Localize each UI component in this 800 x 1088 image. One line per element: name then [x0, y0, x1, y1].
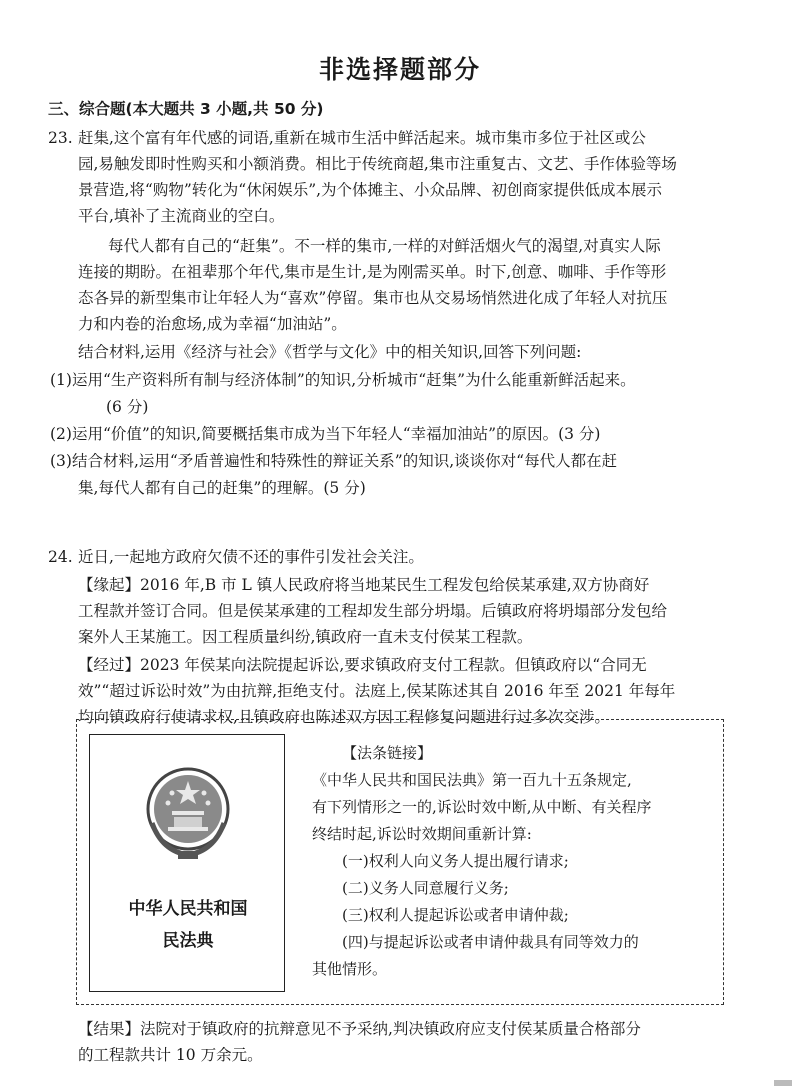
book-title: 民法典	[162, 931, 214, 951]
book-title: 中华人民共和国	[128, 899, 248, 919]
q24-process-line: 效”“超过诉讼时效”为由抗辩,拒绝支付。法庭上,侯某陈述其自 2016 年至 2021 年每年	[78, 682, 676, 700]
law-text-line: 终结时起,诉讼时效期间重新计算:	[312, 825, 532, 843]
q23-subquestion-3: 集,每代人都有自己的赶集”的理解。(5 分)	[78, 479, 366, 497]
law-text-line: 其他情形。	[312, 960, 388, 978]
q24-origin-line: 【缘起】2016 年,B 市 L 镇人民政府将当地某民生工程发包给侯某承建,双方协商好	[78, 576, 650, 594]
q23-paragraph-line: 平台,填补了主流商业的空白。	[78, 207, 285, 225]
law-text-line: 有下列情形之一的,诉讼时效中断,从中断、有关程序	[312, 798, 652, 816]
q23-paragraph-line: 园,易触发即时性购买和小额消费。相比于传统商超,集市注重复古、文艺、手作体验等场	[78, 155, 677, 173]
q24-process-line: 【经过】2023 年侯某向法院提起诉讼,要求镇政府支付工程款。但镇政府以“合同无	[78, 656, 647, 674]
q23-subquestion-2: (2)运用“价值”的知识,简要概括集市成为当下年轻人“幸福加油站”的原因。(3 分)	[50, 425, 601, 443]
law-text-line: (二)义务人同意履行义务;	[342, 879, 509, 897]
q23-paragraph-line: 力和内卷的治愈场,成为幸福“加油站”。	[78, 315, 347, 333]
law-text-line: 《中华人民共和国民法典》第一百九十五条规定,	[312, 771, 632, 789]
q24-origin-line: 工程款并签订合同。但是侯某承建的工程却发生部分坍塌。后镇政府将坍塌部分发包给	[78, 602, 668, 620]
q23-subquestion-3: (3)结合材料,运用“矛盾普遍性和特殊性的辩证关系”的知识,谈谈你对“每代人都在赶	[50, 452, 618, 470]
law-text-line: (一)权利人向义务人提出履行请求;	[342, 852, 569, 870]
q24-result-line: 【结果】法院对于镇政府的抗辩意见不予采纳,判决镇政府应支付侯某质量合格部分	[78, 1020, 641, 1038]
q24-origin-line: 案外人王某施工。因工程质量纠纷,镇政府一直未支付侯某工程款。	[78, 628, 533, 646]
law-text-line: (四)与提起诉讼或者申请仲裁具有同等效力的	[342, 933, 639, 951]
q23-paragraph-line: 景营造,将“购物”转化为“休闲娱乐”,为个体摊主、小众品牌、初创商家提供低成本展示	[78, 181, 663, 199]
q23-instruction: 结合材料,运用《经济与社会》《哲学与文化》中的相关知识,回答下列问题:	[78, 343, 582, 361]
page-title: 非选择题部分	[318, 55, 481, 84]
law-text-line: (三)权利人提起诉讼或者申请仲裁;	[342, 906, 569, 924]
q24-intro: 近日,一起地方政府欠债不还的事件引发社会关注。	[78, 548, 424, 566]
q23-subquestion-1: (1)运用“生产资料所有制与经济体制”的知识,分析城市“赶集”为什么能重新鲜活起来。	[50, 371, 636, 389]
section-header: 三、综合题(本大题共 3 小题,共 50 分)	[48, 100, 324, 118]
q23-subquestion-1-score: (6 分)	[106, 398, 149, 416]
national-emblem-icon	[142, 763, 234, 863]
question-23-number: 23.	[48, 129, 73, 147]
law-link-title: 【法条链接】	[342, 744, 433, 762]
q24-result-line: 的工程款共计 10 万余元。	[78, 1046, 263, 1064]
q23-paragraph-line: 每代人都有自己的“赶集”。不一样的集市,一样的对鲜活烟火气的渴望,对真实人际	[108, 237, 661, 255]
q23-paragraph-line: 赶集,这个富有年代感的词语,重新在城市生活中鲜活起来。城市集市多位于社区或公	[78, 129, 646, 147]
q23-paragraph-line: 连接的期盼。在祖辈那个年代,集市是生计,是为刚需买单。时下,创意、咖啡、手作等形	[78, 263, 667, 281]
question-24-number: 24.	[48, 548, 73, 566]
q24-process-line: 均向镇政府行使请求权,且镇政府也陈述双方因工程修复问题进行过多次交涉。	[78, 708, 610, 726]
corner-mark-icon	[774, 1080, 792, 1086]
civil-code-book-cover	[89, 734, 285, 992]
q23-paragraph-line: 态各异的新型集市让年轻人为“喜欢”停留。集市也从交易场悄然进化成了年轻人对抗压	[78, 289, 668, 307]
